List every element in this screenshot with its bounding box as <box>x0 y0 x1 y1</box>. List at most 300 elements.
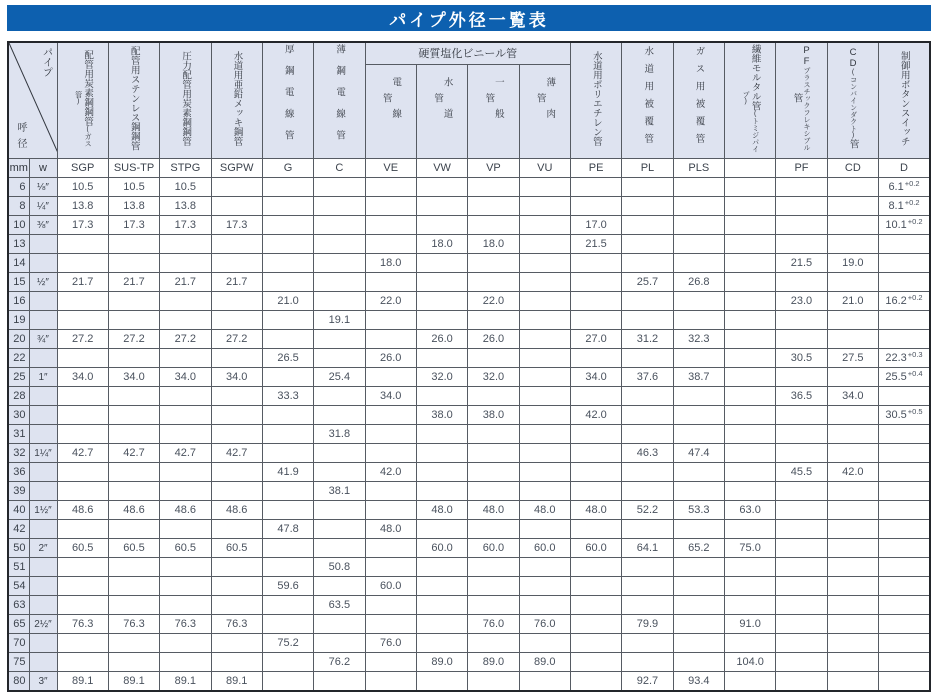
cell-C <box>314 216 365 235</box>
row-header-inch: ⅜″ <box>29 216 57 235</box>
corner-top-label: パイプ <box>40 47 52 77</box>
cell-PLS: 32.3 <box>673 330 724 349</box>
row-header-mm: 16 <box>8 292 29 311</box>
cell-C <box>314 235 365 254</box>
column-header-C <box>314 42 365 159</box>
cell-VW <box>416 463 467 482</box>
cell-SUS_TP <box>108 482 159 501</box>
cell-VW <box>416 425 467 444</box>
table-row <box>8 197 930 216</box>
cell-PLS <box>673 311 724 330</box>
cell-VU <box>519 520 570 539</box>
column-name-text: 薄鋼電線管 <box>334 44 346 152</box>
column-name-text: CD <box>847 47 859 70</box>
cell-PE <box>570 349 621 368</box>
cell-STPG <box>160 254 211 273</box>
cell-PE <box>570 273 621 292</box>
cell-PF <box>776 330 827 349</box>
cell-SUS_TP: 10.5 <box>108 178 159 197</box>
row-header-mm: 25 <box>8 368 29 387</box>
row-header-inch <box>29 349 57 368</box>
cell-VP <box>468 387 519 406</box>
table-row <box>8 254 930 273</box>
cell-D: $10.1^{+0.2}$ <box>879 216 931 235</box>
row-header-mm: 30 <box>8 406 29 425</box>
cell-PE: 21.5 <box>570 235 621 254</box>
cell-VE <box>365 672 416 692</box>
cell-PL <box>622 425 673 444</box>
cell-CD <box>827 577 878 596</box>
cell-PLS <box>673 349 724 368</box>
cell-C <box>314 672 365 692</box>
row-header-mm: 15 <box>8 273 29 292</box>
cell-VP: 76.0 <box>468 615 519 634</box>
row-header-mm: 20 <box>8 330 29 349</box>
row-header-mm: 19 <box>8 311 29 330</box>
cell-C <box>314 444 365 463</box>
cell-SGP: 13.8 <box>57 197 108 216</box>
page-title: パイプ外径一覧表 <box>389 10 549 30</box>
cell-PF <box>776 178 827 197</box>
cell-PL: 92.7 <box>622 672 673 692</box>
cell-VP <box>468 577 519 596</box>
cell-SGPW <box>211 387 262 406</box>
row-header-inch <box>29 292 57 311</box>
cell-PL <box>622 197 673 216</box>
cell-VP: 38.0 <box>468 406 519 425</box>
cell-VU <box>519 482 570 501</box>
cell-SGPW: 89.1 <box>211 672 262 692</box>
tolerance-superscript: +0.3 <box>907 350 923 359</box>
cell-SGP: 21.7 <box>57 273 108 292</box>
row-header-mm: 28 <box>8 387 29 406</box>
cell-C <box>314 501 365 520</box>
cell-D: $25.5^{+0.4}$ <box>879 368 931 387</box>
cell-FM <box>724 273 775 292</box>
cell-C <box>314 406 365 425</box>
cell-SGPW <box>211 596 262 615</box>
cell-VE <box>365 197 416 216</box>
cell-VP <box>468 311 519 330</box>
cell-VP <box>468 425 519 444</box>
cell-G: 59.6 <box>262 577 313 596</box>
cell-G <box>262 406 313 425</box>
cell-PE <box>570 292 621 311</box>
cell-PE <box>570 482 621 501</box>
cell-VW <box>416 672 467 692</box>
column-header-VW <box>416 64 467 158</box>
cell-SGPW <box>211 197 262 216</box>
cell-FM <box>724 520 775 539</box>
table-row <box>8 368 930 387</box>
row-header-inch <box>29 596 57 615</box>
cell-PE: 34.0 <box>570 368 621 387</box>
cell-SGP: 89.1 <box>57 672 108 692</box>
cell-PF <box>776 634 827 653</box>
cell-SUS_TP: 27.2 <box>108 330 159 349</box>
cell-SGPW: 60.5 <box>211 539 262 558</box>
row-header-inch: 1½″ <box>29 501 57 520</box>
cell-PL: 37.6 <box>622 368 673 387</box>
cell-SGP <box>57 349 108 368</box>
cell-VP <box>468 254 519 273</box>
cell-STPG <box>160 596 211 615</box>
cell-VU <box>519 406 570 425</box>
cell-FM <box>724 558 775 577</box>
cell-VU: 48.0 <box>519 501 570 520</box>
column-header-STPG <box>160 42 211 159</box>
row-header-mm: 14 <box>8 254 29 273</box>
cell-SGPW <box>211 406 262 425</box>
table-row <box>8 520 930 539</box>
cell-FM <box>724 216 775 235</box>
cell-VU <box>519 672 570 692</box>
cell-PL <box>622 577 673 596</box>
cell-SGP <box>57 653 108 672</box>
cell-PLS <box>673 577 724 596</box>
table-body <box>8 178 930 692</box>
cell-VW <box>416 577 467 596</box>
cell-PLS <box>673 615 724 634</box>
table-row <box>8 615 930 634</box>
row-header-inch <box>29 520 57 539</box>
table-row <box>8 425 930 444</box>
cell-PF <box>776 577 827 596</box>
cell-FM <box>724 577 775 596</box>
cell-G <box>262 425 313 444</box>
cell-VE <box>365 406 416 425</box>
cell-D <box>879 330 931 349</box>
cell-VW <box>416 482 467 501</box>
column-header-VE <box>365 64 416 158</box>
cell-SGPW: 42.7 <box>211 444 262 463</box>
cell-PL <box>622 216 673 235</box>
row-header-inch <box>29 482 57 501</box>
cell-G <box>262 216 313 235</box>
cell-PF: 36.5 <box>776 387 827 406</box>
cell-PE <box>570 311 621 330</box>
cell-C <box>314 634 365 653</box>
cell-SUS_TP <box>108 425 159 444</box>
cell-FM <box>724 387 775 406</box>
cell-CD: 21.0 <box>827 292 878 311</box>
cell-CD <box>827 216 878 235</box>
code-header-VU: VU <box>519 159 570 178</box>
cell-CD <box>827 235 878 254</box>
cell-G <box>262 501 313 520</box>
cell-SGP: 60.5 <box>57 539 108 558</box>
cell-VP: 48.0 <box>468 501 519 520</box>
cell-SGP: 27.2 <box>57 330 108 349</box>
cell-FM <box>724 425 775 444</box>
row-header-inch: ⅛″ <box>29 178 57 197</box>
row-header-inch <box>29 387 57 406</box>
cell-PE <box>570 387 621 406</box>
row-header-inch: ¾″ <box>29 330 57 349</box>
cell-PE: 60.0 <box>570 539 621 558</box>
row-header-mm: 50 <box>8 539 29 558</box>
row-header-mm: 36 <box>8 463 29 482</box>
cell-PF: 45.5 <box>776 463 827 482</box>
cell-PL: 25.7 <box>622 273 673 292</box>
cell-D <box>879 653 931 672</box>
cell-VW <box>416 311 467 330</box>
cell-D <box>879 501 931 520</box>
cell-VP <box>468 558 519 577</box>
cell-SUS_TP: 21.7 <box>108 273 159 292</box>
code-header-D: D <box>879 159 931 178</box>
row-header-mm: 51 <box>8 558 29 577</box>
cell-SUS_TP: 13.8 <box>108 197 159 216</box>
cell-D <box>879 672 931 692</box>
table-row <box>8 406 930 425</box>
cell-C <box>314 330 365 349</box>
cell-PLS <box>673 292 724 311</box>
cell-G <box>262 178 313 197</box>
cell-SGP <box>57 254 108 273</box>
cell-G <box>262 311 313 330</box>
cell-VE <box>365 311 416 330</box>
cell-VW <box>416 634 467 653</box>
cell-PLS <box>673 463 724 482</box>
cell-PLS <box>673 482 724 501</box>
cell-PLS <box>673 558 724 577</box>
cell-G: 75.2 <box>262 634 313 653</box>
column-name-text: プラスチックフレキシブル <box>802 67 810 151</box>
cell-PLS <box>673 653 724 672</box>
cell-G: 21.0 <box>262 292 313 311</box>
row-header-inch <box>29 235 57 254</box>
cell-PF <box>776 273 827 292</box>
cell-SUS_TP <box>108 349 159 368</box>
cell-CD <box>827 539 878 558</box>
row-header-mm: 42 <box>8 520 29 539</box>
cell-PE <box>570 463 621 482</box>
cell-SGPW <box>211 349 262 368</box>
cell-VW <box>416 615 467 634</box>
cell-C: 76.2 <box>314 653 365 672</box>
cell-C <box>314 197 365 216</box>
cell-SUS_TP: 60.5 <box>108 539 159 558</box>
cell-SGP: 76.3 <box>57 615 108 634</box>
cell-CD <box>827 634 878 653</box>
cell-VU <box>519 235 570 254</box>
cell-SUS_TP <box>108 463 159 482</box>
cell-PL <box>622 254 673 273</box>
cell-D <box>879 235 931 254</box>
cell-CD <box>827 501 878 520</box>
cell-SUS_TP <box>108 387 159 406</box>
table-row <box>8 501 930 520</box>
cell-VP <box>468 482 519 501</box>
cell-STPG: 89.1 <box>160 672 211 692</box>
cell-STPG <box>160 653 211 672</box>
cell-FM <box>724 406 775 425</box>
code-header-SGPW: SGPW <box>211 159 262 178</box>
cell-PL <box>622 634 673 653</box>
cell-SGPW <box>211 558 262 577</box>
cell-G <box>262 615 313 634</box>
code-header-STPG: STPG <box>160 159 211 178</box>
cell-CD <box>827 178 878 197</box>
cell-PLS <box>673 520 724 539</box>
cell-G <box>262 235 313 254</box>
column-name-text: 圧力配管用炭素鋼鋼管 <box>180 50 192 146</box>
cell-PL <box>622 463 673 482</box>
cell-VP <box>468 349 519 368</box>
cell-VW: 38.0 <box>416 406 467 425</box>
cell-PLS <box>673 254 724 273</box>
column-header-PF <box>776 42 827 159</box>
cell-PLS: 53.3 <box>673 501 724 520</box>
cell-STPG: 21.7 <box>160 273 211 292</box>
cell-STPG <box>160 387 211 406</box>
cell-VW: 18.0 <box>416 235 467 254</box>
cell-G <box>262 672 313 692</box>
cell-CD <box>827 425 878 444</box>
cell-C <box>314 292 365 311</box>
column-name-text: 厚鋼電線管 <box>282 44 294 152</box>
cell-PF: 21.5 <box>776 254 827 273</box>
cell-SGPW: 17.3 <box>211 216 262 235</box>
table-row <box>8 596 930 615</box>
cell-D <box>879 577 931 596</box>
cell-VP <box>468 197 519 216</box>
cell-VE <box>365 558 416 577</box>
cell-VE: 76.0 <box>365 634 416 653</box>
row-header-inch: 2″ <box>29 539 57 558</box>
column-name-text: 薄肉管 <box>534 77 556 141</box>
cell-D <box>879 558 931 577</box>
cell-VE <box>365 501 416 520</box>
cell-FM <box>724 349 775 368</box>
tolerance-superscript: +0.4 <box>907 369 923 378</box>
cell-SGP: 10.5 <box>57 178 108 197</box>
cell-G <box>262 558 313 577</box>
cell-PE <box>570 615 621 634</box>
tolerance-superscript: +0.2 <box>907 217 923 226</box>
cell-C <box>314 273 365 292</box>
cell-PF <box>776 425 827 444</box>
cell-VE <box>365 444 416 463</box>
cell-PL <box>622 406 673 425</box>
cell-VP <box>468 444 519 463</box>
cell-SGPW: 34.0 <box>211 368 262 387</box>
cell-VU: 76.0 <box>519 615 570 634</box>
cell-PL <box>622 482 673 501</box>
cell-VE: 42.0 <box>365 463 416 482</box>
row-header-mm: 54 <box>8 577 29 596</box>
cell-VE <box>365 235 416 254</box>
cell-SUS_TP <box>108 634 159 653</box>
cell-VP <box>468 463 519 482</box>
cell-FM: 104.0 <box>724 653 775 672</box>
table-row <box>8 292 930 311</box>
cell-CD <box>827 482 878 501</box>
column-name-text: 電線管 <box>380 77 402 141</box>
cell-VW <box>416 558 467 577</box>
column-header-G <box>262 42 313 159</box>
cell-D <box>879 273 931 292</box>
row-header-mm: 13 <box>8 235 29 254</box>
cell-SUS_TP: 76.3 <box>108 615 159 634</box>
cell-SUS_TP <box>108 653 159 672</box>
cell-D <box>879 615 931 634</box>
cell-PL <box>622 520 673 539</box>
cell-PF <box>776 520 827 539</box>
row-header-mm: 40 <box>8 501 29 520</box>
code-header-PE: PE <box>570 159 621 178</box>
cell-SGPW <box>211 425 262 444</box>
cell-PL <box>622 292 673 311</box>
cell-CD <box>827 330 878 349</box>
cell-VE: 26.0 <box>365 349 416 368</box>
cell-SGP <box>57 311 108 330</box>
column-name-text: 制御用ボタンスイッチ <box>898 50 910 146</box>
cell-VW <box>416 292 467 311</box>
cell-SGP <box>57 558 108 577</box>
cell-STPG <box>160 311 211 330</box>
cell-VW: 60.0 <box>416 539 467 558</box>
row-header-inch: ¼″ <box>29 197 57 216</box>
cell-SGP <box>57 482 108 501</box>
cell-FM: 63.0 <box>724 501 775 520</box>
cell-VP <box>468 178 519 197</box>
cell-G <box>262 482 313 501</box>
cell-VE: 22.0 <box>365 292 416 311</box>
row-header-mm: 10 <box>8 216 29 235</box>
cell-CD: 19.0 <box>827 254 878 273</box>
cell-VE <box>365 482 416 501</box>
column-name-text: 水道用被覆管 <box>642 45 654 151</box>
cell-SGPW <box>211 482 262 501</box>
cell-D <box>879 463 931 482</box>
row-header-inch <box>29 463 57 482</box>
row-header-mm: 22 <box>8 349 29 368</box>
table-row <box>8 558 930 577</box>
cell-SGP <box>57 235 108 254</box>
cell-STPG <box>160 520 211 539</box>
cell-VE <box>365 273 416 292</box>
row-header-inch <box>29 425 57 444</box>
cell-SGP <box>57 634 108 653</box>
cell-VW <box>416 197 467 216</box>
cell-PE <box>570 520 621 539</box>
column-header-D <box>879 42 931 159</box>
cell-FM <box>724 596 775 615</box>
cell-VE <box>365 330 416 349</box>
cell-FM <box>724 235 775 254</box>
column-name-text: (ガス管) <box>74 91 92 147</box>
cell-PF <box>776 558 827 577</box>
row-header-inch: 1¼″ <box>29 444 57 463</box>
cell-PE: 27.0 <box>570 330 621 349</box>
cell-D: $22.3^{+0.3}$ <box>879 349 931 368</box>
table-header <box>8 42 930 178</box>
cell-CD <box>827 197 878 216</box>
cell-PLS <box>673 197 724 216</box>
cell-SGPW <box>211 577 262 596</box>
row-header-mm: 75 <box>8 653 29 672</box>
cell-PLS: 47.4 <box>673 444 724 463</box>
cell-SUS_TP <box>108 596 159 615</box>
cell-VW: 32.0 <box>416 368 467 387</box>
cell-FM <box>724 197 775 216</box>
cell-SUS_TP <box>108 254 159 273</box>
column-name-text: 管 <box>847 139 859 149</box>
cell-CD <box>827 444 878 463</box>
cell-SGPW <box>211 292 262 311</box>
